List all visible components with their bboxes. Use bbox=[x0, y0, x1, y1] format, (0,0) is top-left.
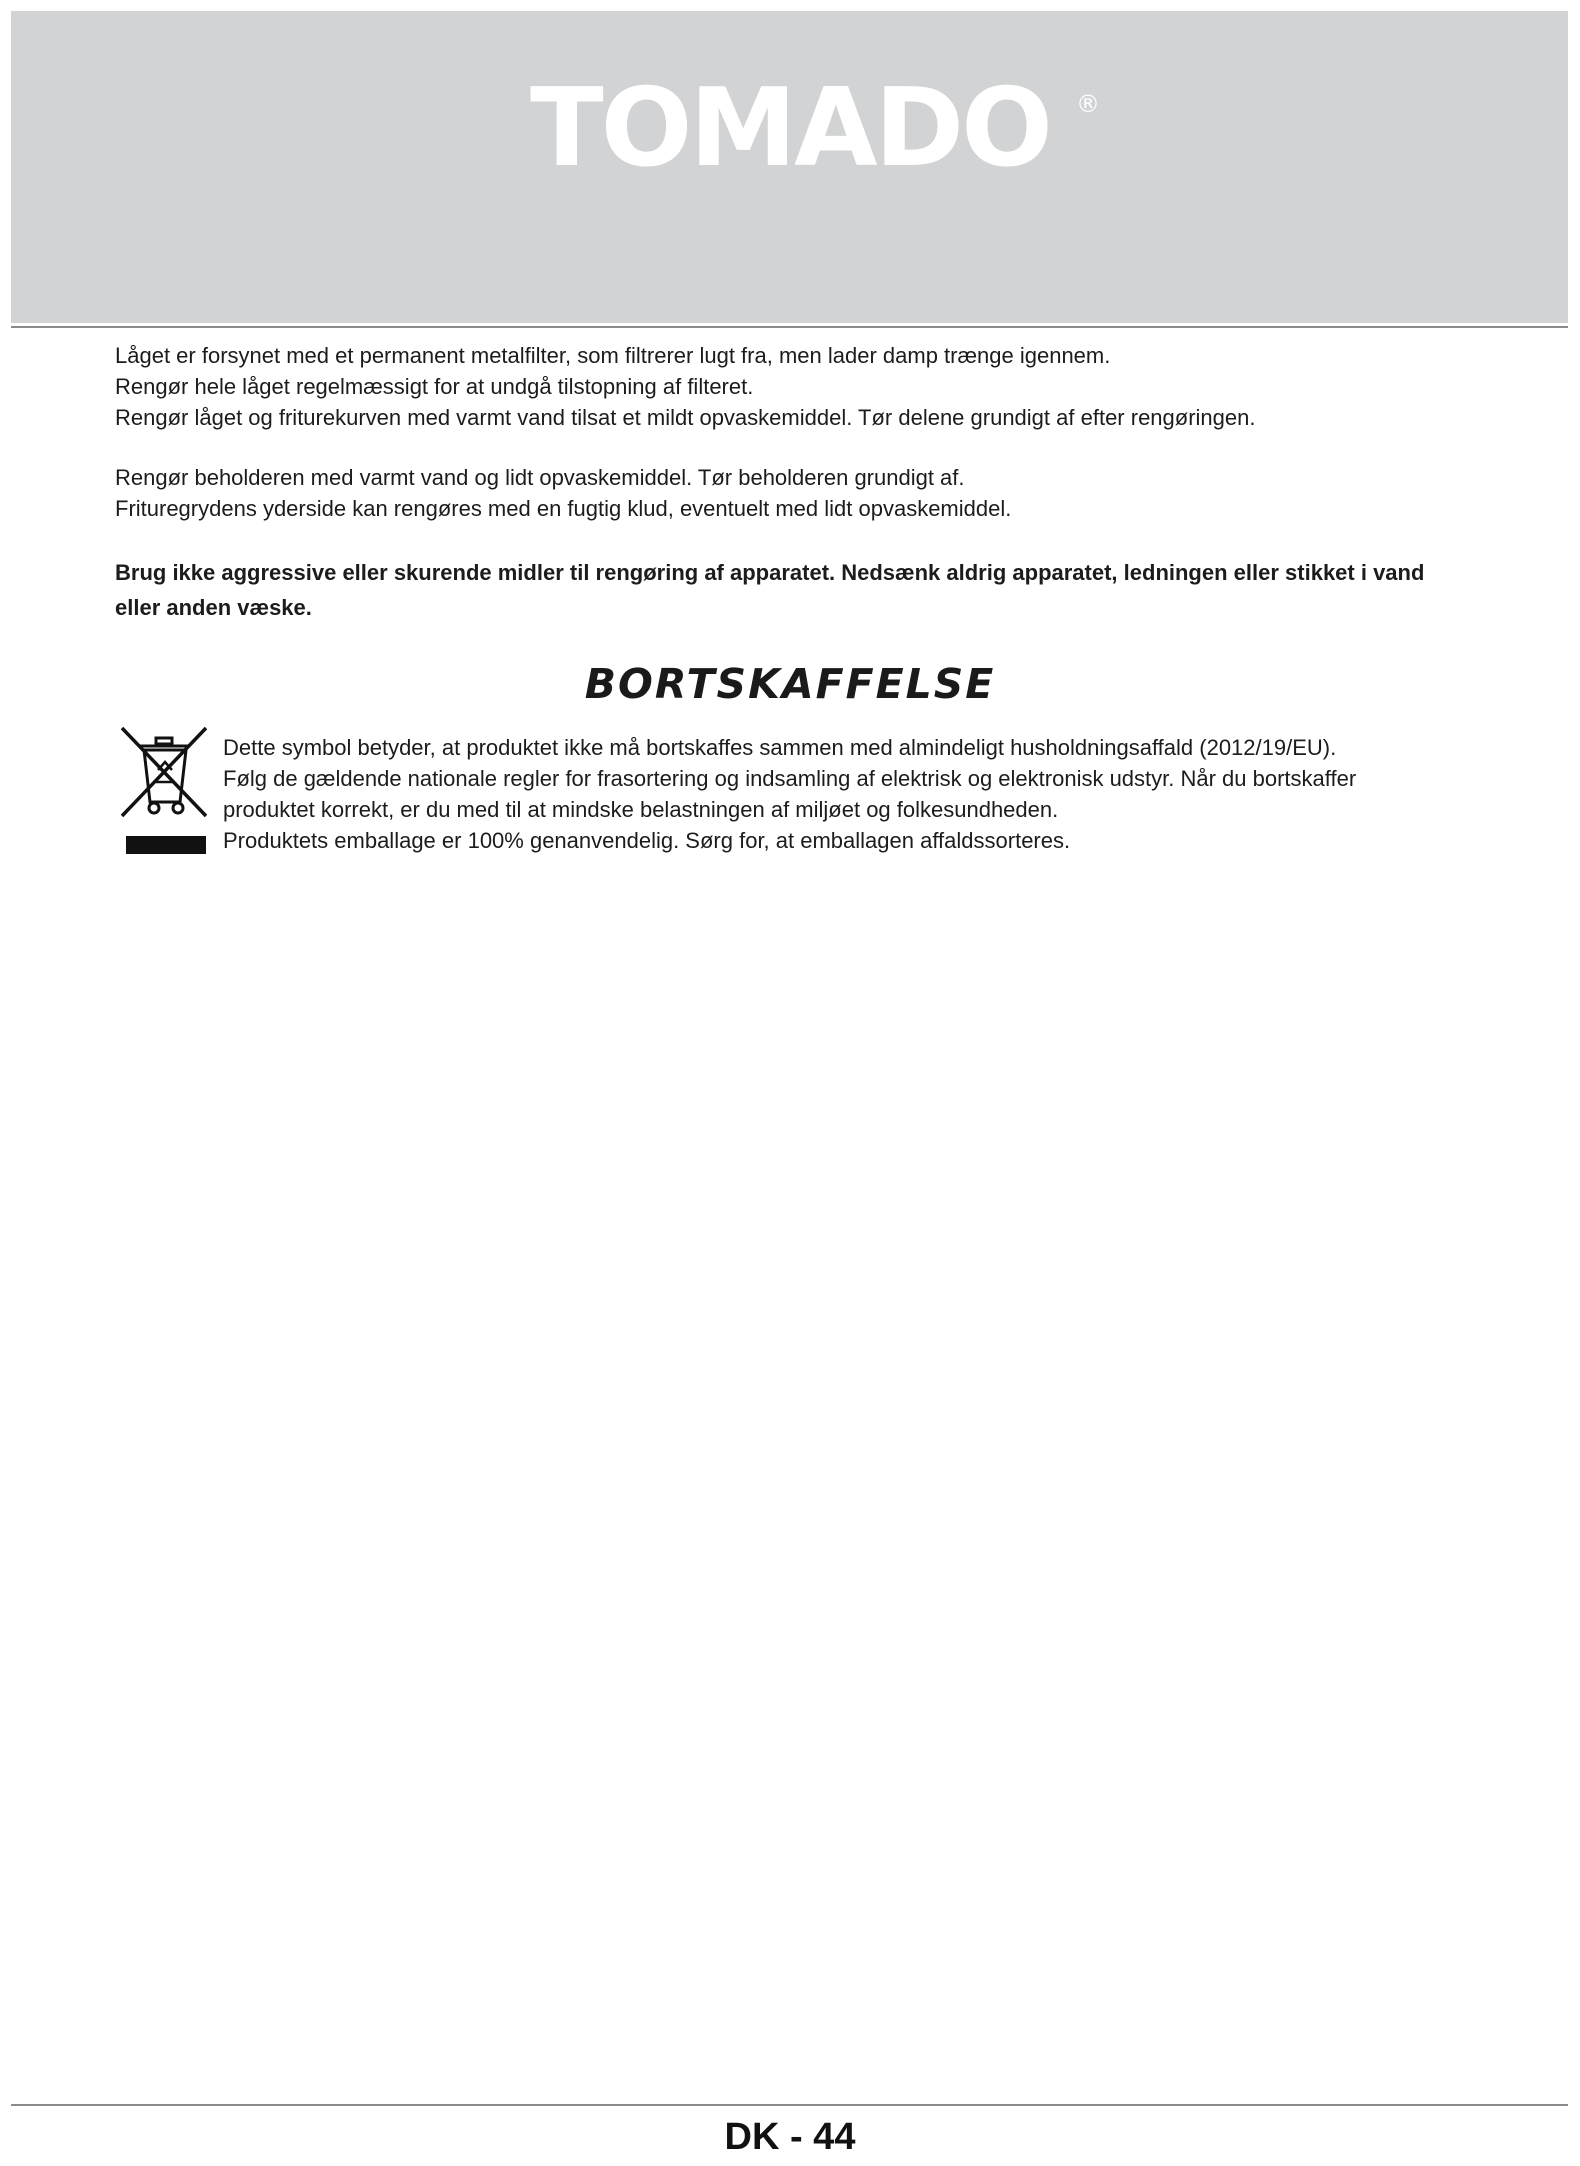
page-number: DK - 44 bbox=[724, 2116, 856, 2158]
weee-bar bbox=[126, 836, 206, 854]
registered-mark: ® bbox=[1076, 90, 1100, 118]
cleaning-line: Låget er forsynet med et permanent metalfilter, som filtrerer lugt fra, men lader damp trænge igennem. bbox=[115, 343, 1111, 368]
disposal-line: Dette symbol betyder, at produktet ikke må bortskaffes sammen med almindeligt husholdningsaffald (2012/19/EU). bbox=[223, 735, 1337, 760]
cleaning-line: Rengør låget og friturekurven med varmt vand tilsat et mildt opvaskemiddel. Tør delene grundigt af efter rengøringen. bbox=[115, 405, 1256, 430]
warning-text: Brug ikke aggressive eller skurende midler til rengøring af apparatet. Nedsænk aldrig apparatet, ledningen eller stikket i vand eller anden væske. bbox=[115, 560, 1425, 620]
brand-logo: TOMADO bbox=[530, 66, 1050, 191]
section-title: BORTSKAFFELSE bbox=[584, 660, 996, 708]
cleaning-line: Frituregrydens yderside kan rengøres med en fugtig klud, eventuelt med lidt opvaskemiddel. bbox=[115, 496, 1012, 521]
footer-divider bbox=[11, 2104, 1568, 2106]
cleaning-section bbox=[115, 340, 1465, 433]
cleaning-line: Rengør hele låget regelmæssigt for at undgå tilstopning af filteret. bbox=[115, 374, 754, 399]
disposal-line: Følg de gældende nationale regler for frasortering og indsamling af elektrisk og elektronisk udstyr. Når du bortskaffer bbox=[223, 766, 1357, 791]
cleaning-line: Rengør beholderen med varmt vand og lidt opvaskemiddel. Tør beholderen grundigt af. bbox=[115, 465, 965, 490]
container-cleaning-section bbox=[115, 462, 1465, 524]
disposal-line: produktet korrekt, er du med til at mindske belastningen af miljøet og folkesundheden. bbox=[223, 797, 1059, 822]
weee-crossed-bin-icon bbox=[118, 724, 210, 820]
disposal-text bbox=[223, 732, 1473, 856]
header-divider bbox=[11, 326, 1568, 328]
warning-section bbox=[115, 555, 1460, 625]
disposal-line: Produktets emballage er 100% genanvendelig. Sørg for, at emballagen affaldssorteres. bbox=[223, 828, 1071, 853]
